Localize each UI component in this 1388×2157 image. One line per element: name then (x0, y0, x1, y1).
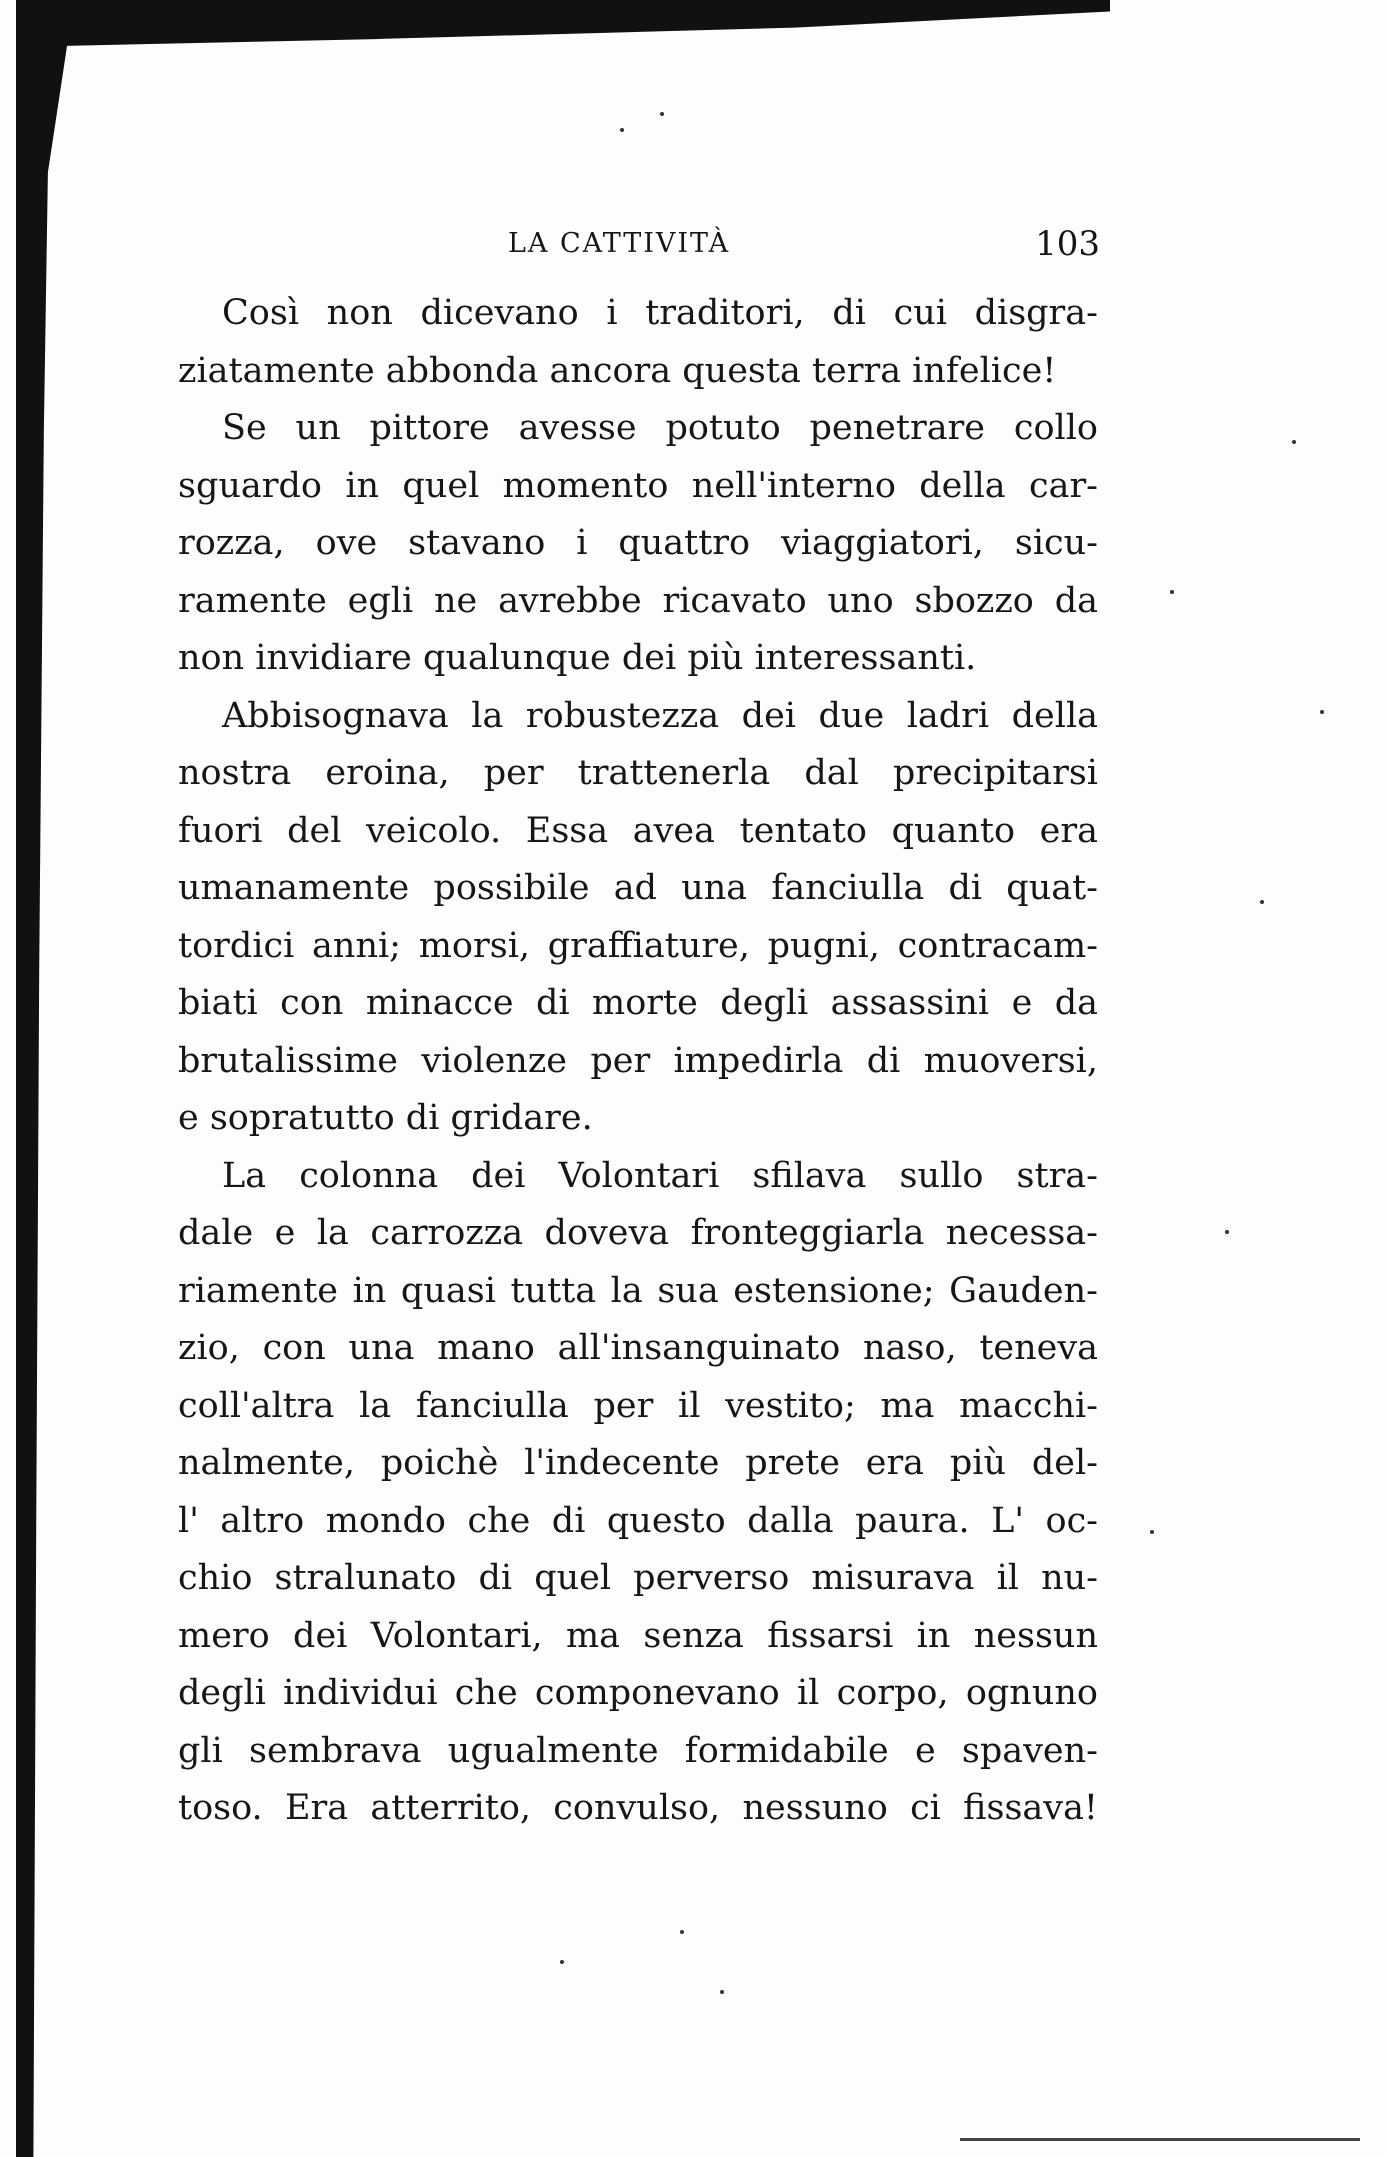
text-line: umanamente possibile ad una fanciulla di quat- (178, 868, 1098, 908)
text-line: tordici anni; morsi, graffiature, pugni, contracam- (178, 925, 1098, 966)
text-line: Così non dicevano i traditori, di cui disgra- (222, 293, 1098, 333)
text-line: dale e la carrozza doveva fronteggiarla necessa- (178, 1213, 1098, 1253)
text-line: degli individui che componevano il corpo, ognuno (178, 1673, 1098, 1713)
scan-speck (1225, 1230, 1229, 1234)
text-line: riamente in quasi tutta la sua estensione; Gauden- (178, 1270, 1098, 1311)
body-text (178, 285, 1098, 1838)
scan-speck (1150, 1530, 1154, 1534)
text-line: toso. Era atterrito, convulso, nessuno ci fissava! (178, 1788, 1098, 1828)
scan-left-edge (16, 0, 74, 2157)
text-line: Se un pittore avesse potuto penetrare collo (222, 408, 1098, 448)
scan-speck (660, 112, 664, 116)
text-line: brutalissime violenze per impedirla di muoversi, (178, 1040, 1098, 1081)
text-line: rozza, ove stavano i quattro viaggiatori, sicu- (178, 523, 1098, 563)
text-line: La colonna dei Volontari sfilava sullo stra- (222, 1155, 1098, 1196)
text-line: fuori del veicolo. Essa avea tentato quanto era (178, 810, 1098, 851)
page-header (180, 224, 1100, 268)
text-line: coll'altra la fanciulla per il vestito; ma macchi- (178, 1385, 1098, 1426)
text-line: non invidiare qualunque dei più interessanti. (178, 638, 977, 678)
text-line: nalmente, poichè l'indecente prete era più del- (178, 1443, 1098, 1483)
scan-top-edge (60, 0, 1110, 46)
text-line: nostra eroina, per trattenerla dal precipitarsi (178, 753, 1098, 793)
scan-speck (1292, 440, 1296, 444)
scan-bottom-rule (960, 2138, 1360, 2141)
text-line: sguardo in quel momento nell'interno della car- (178, 465, 1098, 506)
text-line: Abbisognava la robustezza dei due ladri della (222, 695, 1098, 736)
scan-speck (1260, 900, 1264, 904)
page-number: 103 (1035, 224, 1100, 264)
scan-speck (1170, 590, 1174, 594)
text-line: ramente egli ne avrebbe ricavato uno sbozzo da (178, 580, 1098, 621)
text-line: zio, con una mano all'insanguinato naso, teneva (178, 1328, 1098, 1368)
scan-speck (1320, 710, 1324, 714)
text-line: biati con minacce di morte degli assassini e da (178, 983, 1098, 1023)
text-line: ziatamente abbonda ancora questa terra infelice! (178, 350, 1057, 391)
running-head: LA CATTIVITÀ (508, 228, 731, 259)
text-line: e sopratutto di gridare. (178, 1098, 593, 1138)
text-line: mero dei Volontari, ma senza fissarsi in nessun (178, 1615, 1098, 1656)
scan-speck (720, 1990, 724, 1994)
text-line: gli sembrava ugualmente formidabile e spaven- (178, 1730, 1098, 1771)
text-line: l' altro mondo che di questo dalla paura. L' oc- (178, 1500, 1098, 1541)
text-line: chio stralunato di quel perverso misurava il nu- (178, 1558, 1098, 1598)
scan-speck (680, 1930, 684, 1934)
scan-speck (620, 128, 624, 132)
scan-speck (560, 1960, 564, 1964)
